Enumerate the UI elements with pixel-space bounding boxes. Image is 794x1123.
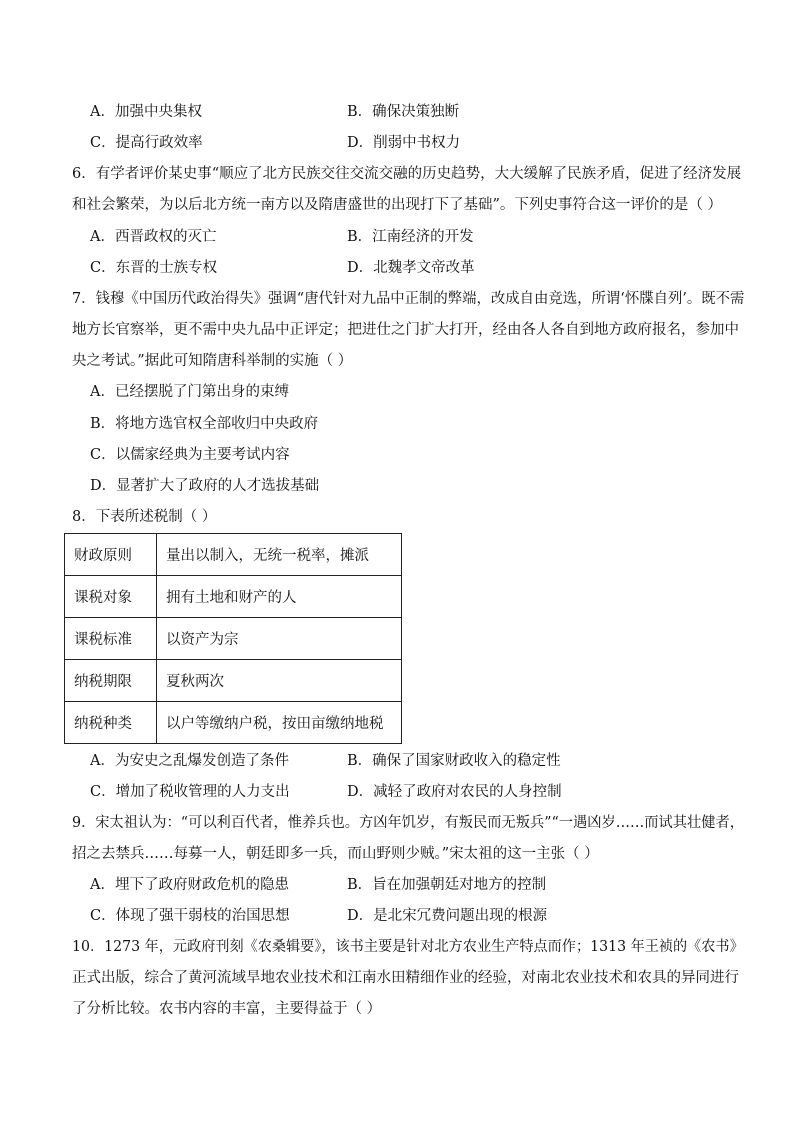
- q6-option-c: C．东晋的士族专权: [90, 260, 218, 276]
- q10-stem-line-1: 10．1273 年，元政府刊刻《农桑辑要》，该书主要是针对北方农业生产特点而作；1313 年王祯的《农书》: [72, 939, 744, 955]
- q5-option-d: D．削弱中书权力: [347, 135, 461, 151]
- q8-option-d: D．减轻了政府对农民的人身控制: [347, 784, 562, 800]
- q8-option-b: B．确保了国家财政收入的稳定性: [347, 753, 561, 769]
- table-row: [65, 576, 402, 618]
- q9-option-b: B．旨在加强朝廷对地方的控制: [347, 877, 547, 893]
- q7-option-d: D．显著扩大了政府的人才选拔基础: [90, 478, 320, 494]
- q7-stem-line-2: 地方长官察举，更不需中央九品中正评定；把进仕之门扩大打开，经由各人各自到地方政府报名，参加中: [72, 322, 739, 338]
- q6-option-a: A．西晋政权的灭亡: [90, 229, 217, 245]
- q8-option-a: A．为安史之乱爆发创造了条件: [90, 753, 289, 769]
- q7-option-b: B．将地方选官权全部收归中央政府: [90, 416, 319, 432]
- q5-option-b: B．确保决策独断: [347, 104, 460, 120]
- q8-stem: 8．下表所述税制（ ）: [72, 509, 217, 525]
- q9-option-d: D．是北宋冗费问题出现的根源: [347, 908, 548, 924]
- q6-option-d: D．北魏孝文帝改革: [347, 260, 475, 276]
- table-cell-key: 课税标准: [65, 618, 157, 660]
- table-cell-value: 夏秋两次: [157, 660, 402, 702]
- q7-option-a: A．已经摆脱了门第出身的束缚: [90, 384, 289, 400]
- q6-option-b: B．江南经济的开发: [347, 229, 474, 245]
- q7-stem-line-1: 7．钱穆《中国历代政治得失》强调“唐代针对九品中正制的弊端，改成自由竞选，所谓‘怀牒自列’。既不需: [72, 291, 745, 307]
- table-row: [65, 660, 402, 702]
- table-cell-value: 量出以制入，无统一税率，摊派: [157, 534, 402, 576]
- q7-stem-line-3: 央之考试。”据此可知隋唐科举制的实施（ ）: [72, 353, 353, 369]
- q6-stem-line-2: 和社会繁荣，为以后北方统一南方以及隋唐盛世的出现打下了基础”。下列史事符合这一评价的是（ ）: [72, 197, 723, 213]
- q10-stem-line-2: 正式出版，综合了黄河流域旱地农业技术和江南水田精细作业的经验，对南北农业技术和农具的异同进行: [72, 970, 739, 986]
- table-row: [65, 702, 402, 744]
- q6-stem-line-1: 6．有学者评价某史事“顺应了北方民族交往交流交融的历史趋势，大大缓解了民族矛盾，促进了经济发展: [72, 166, 742, 182]
- q5-option-a: A．加强中央集权: [90, 104, 202, 120]
- table-cell-key: 课税对象: [65, 576, 157, 618]
- q5-option-c: C．提高行政效率: [90, 135, 203, 151]
- q9-stem-line-1: 9．宋太祖认为：“可以利百代者，惟养兵也。方凶年饥岁，有叛民而无叛兵”“一遇凶岁……而试其壮健者，: [72, 815, 744, 831]
- q7-option-c: C．以儒家经典为主要考试内容: [90, 447, 290, 463]
- table-row: [65, 618, 402, 660]
- table-cell-key: 纳税种类: [65, 702, 157, 744]
- table-cell-key: 纳税期限: [65, 660, 157, 702]
- q9-option-a: A．埋下了政府财政危机的隐患: [90, 877, 289, 893]
- q9-option-c: C．体现了强干弱枝的治国思想: [90, 908, 290, 924]
- table-cell-key: 财政原则: [65, 534, 157, 576]
- q10-stem-line-3: 了分析比较。农书内容的丰富，主要得益于（ ）: [72, 1001, 382, 1017]
- table-cell-value: 拥有土地和财产的人: [157, 576, 402, 618]
- table-cell-value: 以资产为宗: [157, 618, 402, 660]
- table-cell-value: 以户等缴纳户税，按田亩缴纳地税: [157, 702, 402, 744]
- q9-stem-line-2: 招之去禁兵……每募一人，朝廷即多一兵，而山野则少贼。”宋太祖的这一主张（ ）: [72, 846, 599, 862]
- table-row: [65, 534, 402, 576]
- tax-system-table: [64, 533, 402, 744]
- q8-option-c: C．增加了税收管理的人力支出: [90, 784, 290, 800]
